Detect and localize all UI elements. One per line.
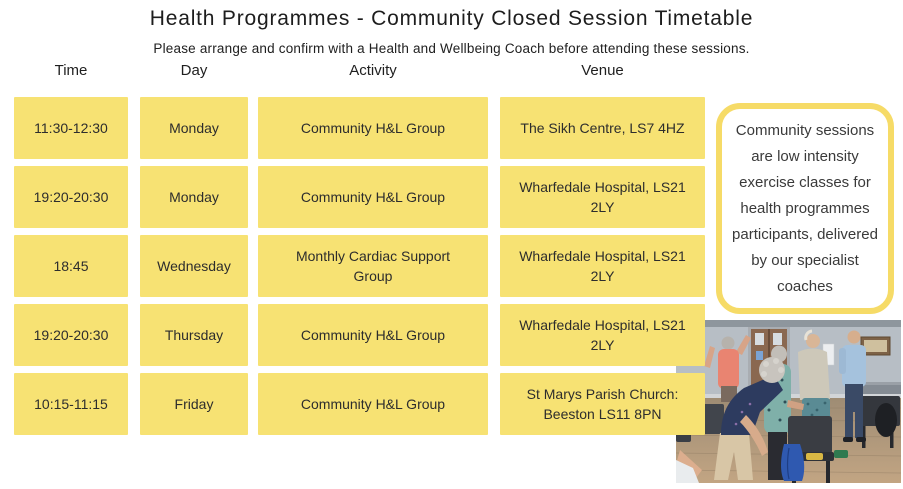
exercise-class-photo	[676, 320, 901, 483]
cell-activity: Monthly Cardiac Support Group	[258, 235, 488, 297]
column-header-time: Time	[54, 62, 88, 79]
cell-day: Friday	[140, 373, 248, 435]
column-header-venue: Venue	[581, 62, 624, 79]
page-title: Health Programmes - Community Closed Session Timetable	[149, 7, 754, 30]
cell-time: 11:30-12:30	[14, 97, 128, 159]
exercise-class-illustration	[676, 320, 901, 483]
cell-activity: Community H&L Group	[258, 373, 488, 435]
cell-venue: Wharfedale Hospital, LS21 2LY	[500, 166, 705, 228]
cell-day: Monday	[140, 97, 248, 159]
cell-day: Thursday	[140, 304, 248, 366]
info-callout-text: Community sessions are low intensity exercise classes for health programmes participants, delivered by our specialist coaches	[732, 121, 878, 295]
cell-activity: Community H&L Group	[258, 97, 488, 159]
cell-venue: The Sikh Centre, LS7 4HZ	[500, 97, 705, 159]
cell-day: Wednesday	[140, 235, 248, 297]
cell-activity: Community H&L Group	[258, 166, 488, 228]
column-header-day: Day	[180, 62, 208, 79]
cell-time: 19:20-20:30	[14, 304, 128, 366]
cell-time: 10:15-11:15	[14, 373, 128, 435]
cell-venue: St Marys Parish Church: Beeston LS11 8PN	[500, 373, 705, 435]
subtitle: Please arrange and confirm with a Health and Wellbeing Coach before attending these sessions.	[153, 41, 750, 56]
cell-venue: Wharfedale Hospital, LS21 2LY	[500, 304, 705, 366]
cell-activity: Community H&L Group	[258, 304, 488, 366]
cell-time: 19:20-20:30	[14, 166, 128, 228]
cell-venue: Wharfedale Hospital, LS21 2LY	[500, 235, 705, 297]
info-callout	[716, 103, 894, 314]
cell-day: Monday	[140, 166, 248, 228]
cell-time: 18:45	[14, 235, 128, 297]
column-header-activity: Activity	[349, 62, 397, 79]
